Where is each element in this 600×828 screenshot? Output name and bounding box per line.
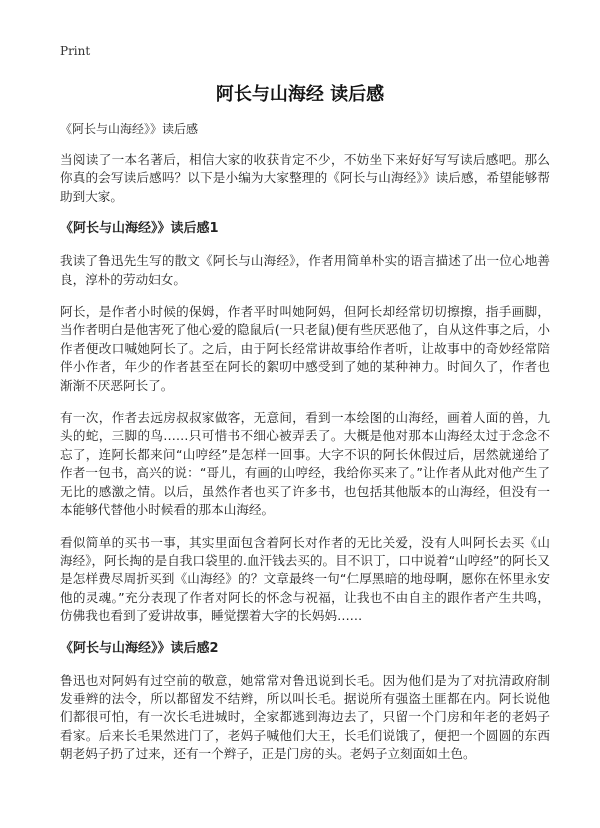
section1-paragraph-1: 我读了鲁迅先生写的散文《阿长与山海经》，作者用简单朴实的语言描述了出一位心地善良，淳朴的劳动妇女。: [60, 253, 550, 287]
section1-paragraph-3: 有一次，作者去远房叔叔家做客，无意间，看到一本绘图的山海经，画着人面的兽，九头的蛇，三脚的鸟……只可惜书不细心被弄丢了。大概是他对那本山海经太过于念念不忘了，连阿长都来问“山哼经”是怎样一回事。大字不识的阿长休假过后，居然就递给了作者一包书，高兴的说：“哥儿，有画的山哼经，我给你买来了。”让作者从此对他产生了无比的感激之情。以后，虽然作者也买了许多书，也包括其他版本的山海经，但没有一本能够代替他小时候看的那本山海经。: [60, 410, 550, 518]
section1-paragraph-4: 看似简单的买书一事，其实里面包含着阿长对作者的无比关爱，没有人叫阿长去买《山海经》，阿长掏的是自我口袋里的.血汗钱去买的。目不识丁，口中说着“山哼经”的阿长又是怎样费尽周折买到《山海经》的？文章最终一句“仁厚黑暗的地母啊，愿你在怀里永安他的灵魂。”充分表现了作者对阿长的怀念与祝福，让我也不由自主的跟作者产生共鸣，仿佛我也看到了爱讲故事，睡觉摆着大字的长妈妈……: [60, 534, 550, 624]
section2-paragraph-1: 鲁迅也对阿妈有过空前的敬意，她常常对鲁迅说到长毛。因为他们是为了对抗清政府制发垂辫的法令，所以都留发不结辫，所以叫长毛。据说所有强盗土匪都在内。阿长说他们都很可怕，有一次长毛进城时，全家都逃到海边去了，只留一个门房和年老的老妈子看家。后来长毛果然进门了，老妈子喊他们大王，长毛们说饿了，便把一个圆圆的东西朝老妈子扔了过来，还有一个辫子，正是门房的头。老妈子立刻面如土色。: [60, 672, 550, 762]
print-label: Print: [60, 44, 91, 58]
section1-paragraph-2: 阿长，是作者小时候的保姆，作者平时叫她阿妈，但阿长却经常切切擦擦，指手画脚，当作者明白是他害死了他心爱的隐鼠后(一只老鼠)便有些厌恶他了，自从这件事之后，小作者便改口喊她阿长了。之后，由于阿长经常讲故事给作者听，让故事中的奇妙经常陪伴小作者，年少的作者甚至在阿长的絮叨中感受到了她的某种神力。时间久了，作者也渐渐不厌恶阿长了。: [60, 304, 550, 393]
page-title: 阿长与山海经 读后感: [215, 84, 385, 105]
article-subtitle: 《阿长与山海经》》读后感: [60, 122, 199, 136]
section-heading-1: 《阿长与山海经》》读后感1: [60, 221, 219, 237]
article-body: [60, 121, 550, 778]
intro-paragraph: 当阅读了一本名著后，相信大家的收获肯定不少，不妨坐下来好好写写读后感吧。那么你真的会写读后感吗？以下是小编为大家整理的《阿长与山海经》》读后感，希望能够帮助到大家。: [60, 152, 550, 204]
section-heading-2: 《阿长与山海经》》读后感2: [60, 640, 219, 656]
